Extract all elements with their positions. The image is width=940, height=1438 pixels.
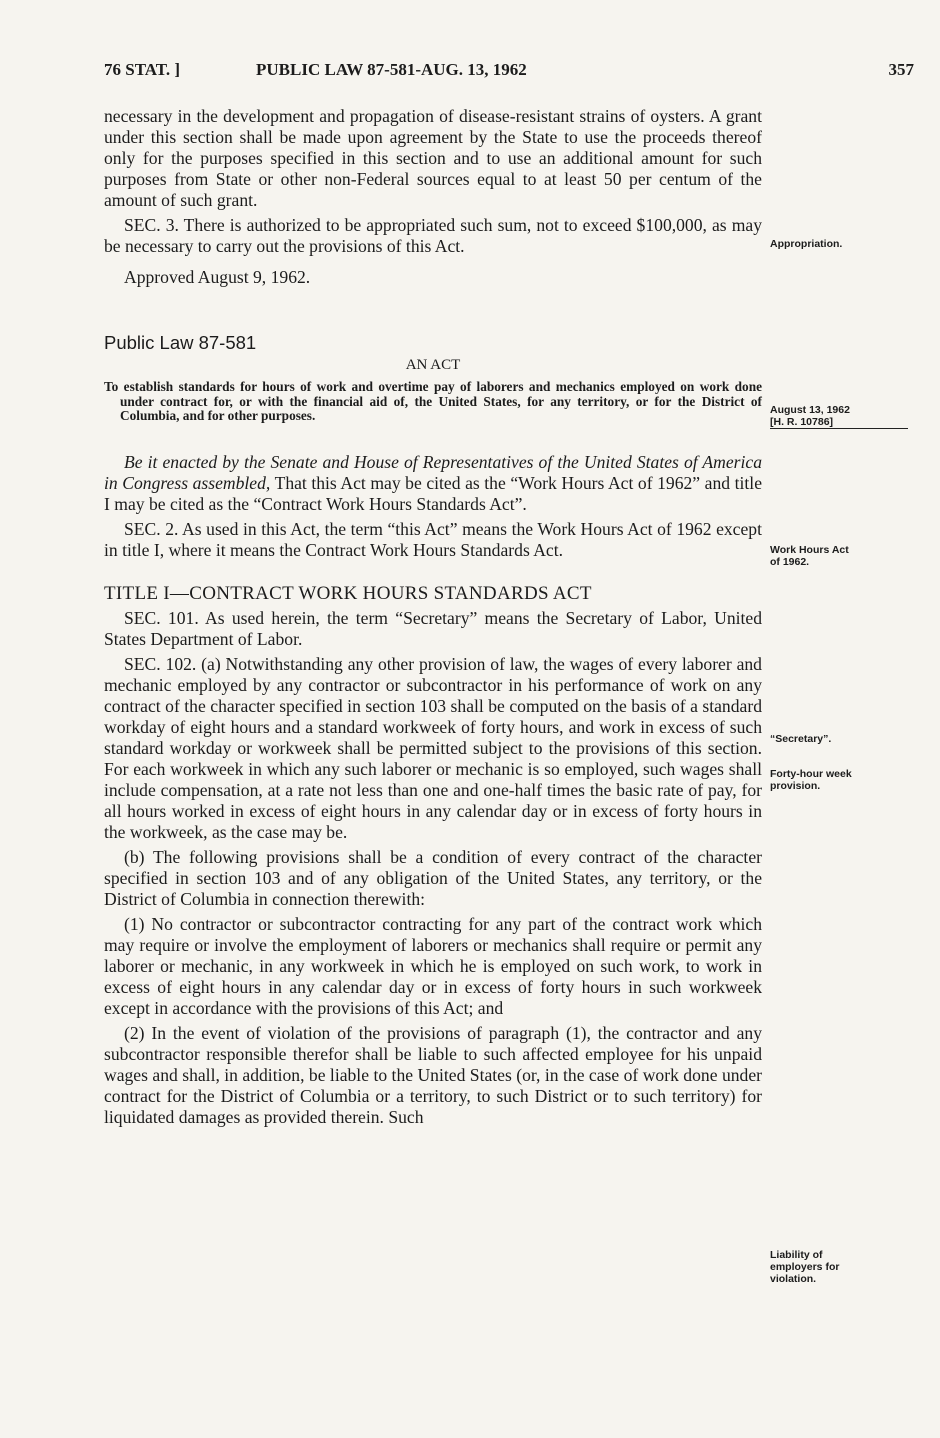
- act-purpose: To establish standards for hours of work and overtime pay of laborers and mechanics employed on work done under contract for, or with the financial aid of, the United States, for any territory, or for the District of Columbia, and for other purposes.: [104, 379, 762, 423]
- margin-note-date: [770, 404, 910, 429]
- running-header: [104, 60, 914, 86]
- enacting-text: That this Act may be cited as the “Work Hours Act of 1962” and title I may be cited as the “Contract Work Hours Standards Act”.: [104, 472, 762, 514]
- section-text: There is authorized to be appropriated such sum, not to exceed $100,000, as may be necessary to carry out the provisions of this Act.: [104, 215, 762, 256]
- section-2: [104, 519, 762, 561]
- header-title: PUBLIC LAW 87-581-AUG. 13, 1962: [256, 60, 527, 79]
- margin-line: employers for: [770, 1261, 840, 1273]
- enacting-formula: Be it enacted by the Senate and House of Representatives of the United States of America in Congress assembled,: [104, 451, 762, 493]
- volume-citation: 76 STAT. ]: [104, 60, 181, 79]
- margin-note-secretary: “Secretary”.: [770, 733, 832, 745]
- an-act-heading: AN ACT: [405, 357, 461, 373]
- margin-line: Liability of: [770, 1249, 823, 1261]
- section-label: SEC. 2.: [124, 518, 179, 539]
- enactment-date: August 13, 1962: [770, 404, 850, 416]
- section-text: As used herein, the term “Secretary” means the Secretary of Labor, United States Department of Labor.: [104, 607, 762, 649]
- title-heading: TITLE I—CONTRACT WORK HOURS STANDARDS ACT: [104, 582, 592, 604]
- section-label: SEC. 101.: [124, 607, 199, 628]
- section-label: SEC. 3.: [124, 215, 179, 235]
- margin-line: provision.: [770, 780, 821, 792]
- section-101: [104, 608, 762, 650]
- margin-note-liability: [770, 1249, 910, 1285]
- margin-note-short-title: [770, 544, 910, 568]
- margin-note-forty-hour: [770, 768, 910, 792]
- margin-line: Work Hours Act: [770, 544, 849, 556]
- section-text: (a) Notwithstanding any other provision of law, the wages of every laborer and mechanic employed by any contractor or subcontractor in his performance of work on any contract of the character specified in section 103 shall be computed on the basis of a standard workday of eight hours and a standard workweek of forty hours, and work in excess of such standard workday or workweek shall be permitted subject to the provisions of this section. For each workweek in which any such laborer or mechanic is so employed, such wages shall include compensation, at a rate not less than one and one-half times the basic rate of pay, for all hours worked in excess of eight hours in any calendar day or in excess of forty hours in the workweek, as the case may be.: [104, 653, 762, 842]
- paragraph-2: (2) In the event of violation of the provisions of paragraph (1), the contractor and any subcontractor responsible therefor shall be liable to such affected employee for his unpaid wages and shall, in addition, be liable to the United States (or, in the case of work done under contract for the District of Columbia or a territory, to such District or to such territory) for liquidated damages as provided therein. Such: [104, 1022, 762, 1127]
- margin-note-appropriation: Appropriation.: [770, 238, 843, 250]
- continued-paragraph: necessary in the development and propagation of disease-resistant strains of oysters. A grant under this section shall be made upon agreement by the State to use the proceeds thereof only for the purposes specified in this section and to use an additional amount for such purposes from State or other non-Federal sources equal to at least 50 per centum of the amount of such grant.: [104, 106, 762, 210]
- section-102a: [104, 654, 762, 843]
- public-law-title: Public Law 87-581: [104, 332, 257, 353]
- margin-line: of 1962.: [770, 556, 810, 568]
- paragraph-1: (1) No contractor or subcontractor contracting for any part of the contract work which may require or involve the employment of laborers or mechanics shall require or permit any laborer or mechanic, in any workweek in which he is employed on such work, to work in excess of eight hours in any calendar day or in excess of forty hours in such workweek except in accordance with the provisions of this Act; and: [104, 913, 762, 1018]
- margin-line: violation.: [770, 1273, 817, 1285]
- section-3: [104, 215, 762, 257]
- section-102b: (b) The following provisions shall be a condition of every contract of the character specified in section 103 and of any obligation of the United States, any territory, or the District of Columbia in connection therewith:: [104, 846, 762, 909]
- section-text: As used in this Act, the term “this Act” means the Work Hours Act of 1962 except in title I, where it means the Contract Work Hours Standards Act.: [104, 518, 762, 560]
- page-number: 357: [888, 60, 914, 79]
- section-label: SEC. 102.: [124, 653, 197, 674]
- margin-line: Forty-hour week: [770, 768, 852, 780]
- enacting-clause: [104, 452, 762, 515]
- bill-number: [H. R. 10786]: [770, 416, 908, 429]
- main-text: [104, 106, 762, 1128]
- approval-line: Approved August 9, 1962.: [124, 267, 311, 287]
